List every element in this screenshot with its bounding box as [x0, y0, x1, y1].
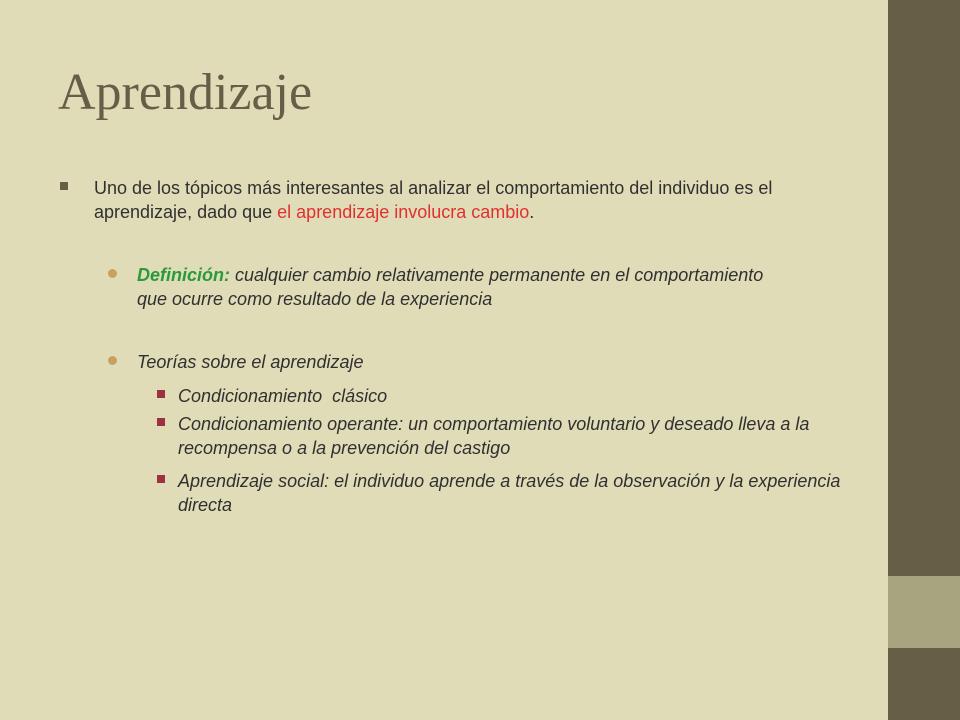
sidebar-accent-block: [888, 576, 960, 648]
bullet-square-icon: [157, 418, 165, 426]
bullet-square-icon: [60, 182, 68, 190]
bullet-1-text: [94, 176, 794, 224]
bullet-circle-icon: [108, 269, 117, 278]
bullet-square-icon: [157, 390, 165, 398]
bullet-1-highlight: el aprendizaje involucra cambio: [277, 202, 530, 222]
bullet-square-icon: [157, 475, 165, 483]
bullet-circle-icon: [108, 356, 117, 365]
subitem-classical: Condicionamiento clásico: [178, 386, 388, 406]
subitem-operant: Condicionamiento operante: un comportamiento voluntario y deseado lleva a la recompensa o a la prevención del castigo: [178, 414, 810, 458]
definition-text: [137, 263, 777, 311]
slide-title: Aprendizaje: [58, 64, 313, 121]
definition-body: cualquier cambio relativamente permanente en el comportamiento que ocurre como resultado de la experiencia: [137, 265, 764, 309]
subitem-social: Aprendizaje social: el individuo aprende a través de la observación y la experiencia directa: [178, 471, 841, 515]
theories-heading: Teorías sobre el aprendizaje: [137, 352, 364, 372]
definition-label: Definición:: [137, 265, 230, 285]
bullet-1-text-after: .: [529, 202, 535, 222]
bullet-1-text-before: Uno de los tópicos más interesantes al analizar el comportamiento del individuo es el aprendizaje, dado que: [94, 178, 773, 222]
